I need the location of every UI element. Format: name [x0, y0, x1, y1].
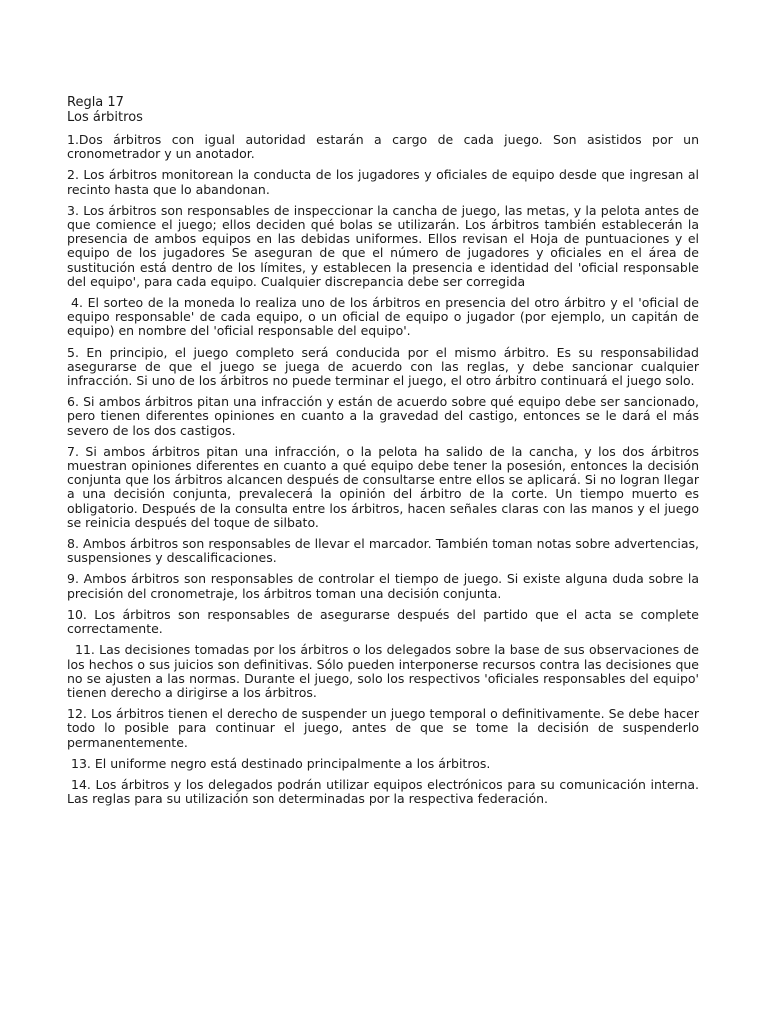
paragraph-2: 2. Los árbitros monitorean la conducta de los jugadores y oficiales de equipo desde que ingresan al recinto hasta que lo abandonan. [67, 167, 699, 197]
paragraph-14: 14. Los árbitros y los delegados podrán utilizar equipos electrónicos para su comunicación interna. Las reglas para su utilización son determinadas por la respectiva federación. [67, 776, 699, 807]
paragraph-3: 3. Los árbitros son responsables de inspeccionar la cancha de juego, las metas, y la pelota antes de que comience el juego; ellos deciden qué bolas se utilizarán. Los árbitros también establecerán la presencia de ambos equipos en las debidas uniformes. Ellos revisan el Hoja de puntuaciones y el equipo de los jugadores Se aseguran de que el número de jugadores y oficiales en el área de sustitución está dentro de los límites, y establecen la presencia e identidad del 'oficial responsable del equipo', para cada equipo. Cualquier discrepancia debe ser corregida [67, 202, 699, 289]
paragraph-8: 8. Ambos árbitros son responsables de llevar el marcador. También toman notas sobre advertencias, suspensiones y descalificaciones. [67, 536, 699, 566]
paragraph-5: 5. En principio, el juego completo será conducida por el mismo árbitro. Es su responsabilidad asegurarse de que el juego se juega de acuerdo con las reglas, y debe sancionar cualquier infracción. Si uno de los árbitros no puede terminar el juego, el otro árbitro continuará el juego solo. [67, 344, 699, 389]
paragraph-4: 4. El sorteo de la moneda lo realiza uno de los árbitros en presencia del otro árbitro y el 'oficial de equipo responsable' de cada equipo, o un oficial de equipo o jugador (por ejemplo, un capitán de equipo) en nombre del 'oficial responsable del equipo'. [67, 295, 699, 339]
rule-subtitle: Los árbitros [67, 110, 143, 125]
rule-title: Regla 17 [67, 95, 124, 110]
paragraph-7: 7. Si ambos árbitros pitan una infracción, o la pelota ha salido de la cancha, y los dos árbitros muestran opiniones diferentes en cuanto a qué equipo debe tener la posesión, entonces la decisión conjunta que los árbitros alcancen después de consultarse entre ellos se aplicará. Si no logran llegar a una decisión conjunta, prevalecerá la opinión del árbitro de la corte. Un tiempo muerto es obligatorio. Después de la consulta entre los árbitros, hacen señales claras con las manos y el juego se reinicia después del toque de silbato. [67, 443, 699, 530]
paragraph-6: 6. Si ambos árbitros pitan una infracción y están de acuerdo sobre qué equipo debe ser sancionado, pero tienen diferentes opiniones en cuanto a la gravedad del castigo, entonces se le dará el más severo de los dos castigos. [67, 394, 699, 438]
document-page [67, 95, 699, 813]
paragraph-11: 11. Las decisiones tomadas por los árbitros o los delegados sobre la base de sus observaciones de los hechos o sus juicios son definitivas. Sólo pueden interponerse recursos contra las decisiones que no se ajusten a las normas. Durante el juego, solo los respectivos 'oficiales responsables del equipo' tienen derecho a dirigirse a los árbitros. [67, 642, 699, 700]
paragraph-9: 9. Ambos árbitros son responsables de controlar el tiempo de juego. Si existe alguna duda sobre la precisión del cronometraje, los árbitros toman una decisión conjunta. [67, 571, 699, 601]
paragraph-1: 1.Dos árbitros con igual autoridad estarán a cargo de cada juego. Son asistidos por un cronometrador y un anotador. [67, 132, 699, 162]
paragraph-12: 12. Los árbitros tienen el derecho de suspender un juego temporal o definitivamente. Se debe hacer todo lo posible para continuar el juego, antes de que se tome la decisión de suspenderlo permanentemente. [67, 706, 699, 750]
paragraph-13: 13. El uniforme negro está destinado principalmente a los árbitros. [71, 755, 491, 771]
paragraph-10: 10. Los árbitros son responsables de asegurarse después del partido que el acta se complete correctamente. [67, 606, 699, 637]
